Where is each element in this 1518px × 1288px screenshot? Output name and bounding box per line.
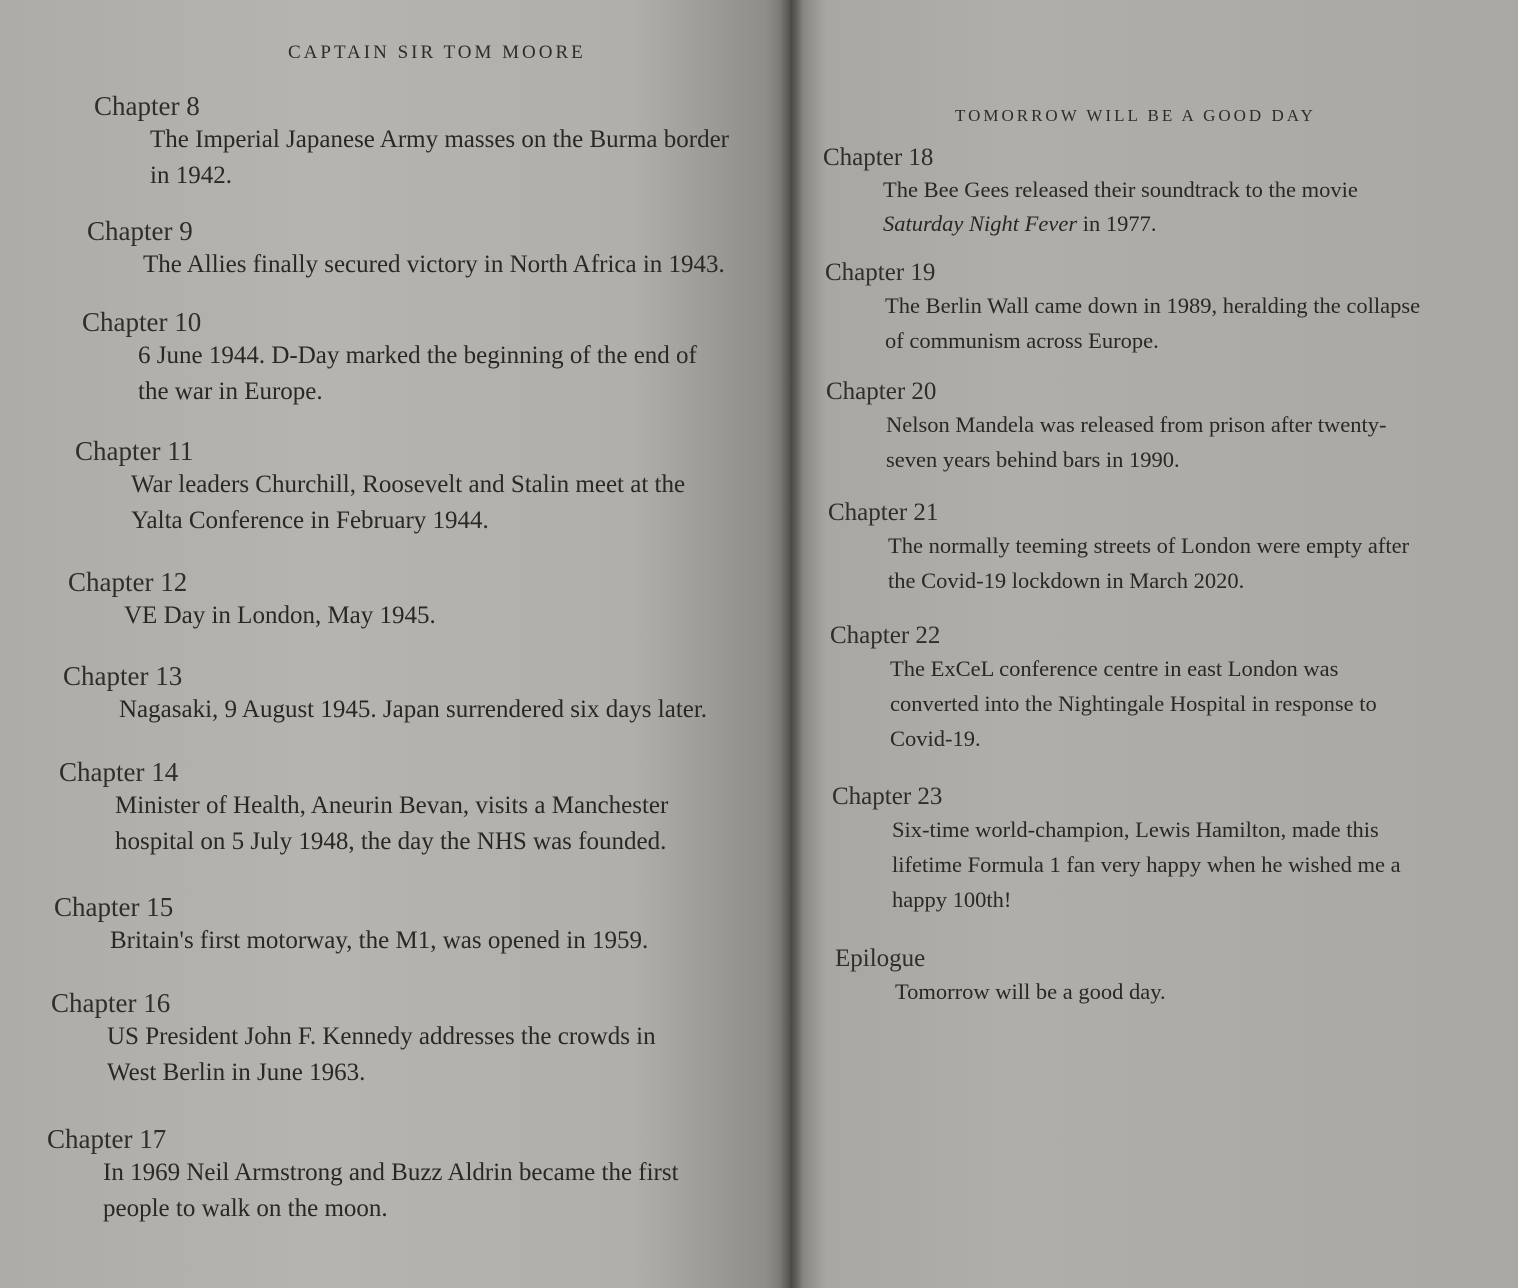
chapter-description-line: converted into the Nightingale Hospital in response to	[890, 691, 1377, 716]
toc-entry-chapter-9	[87, 215, 725, 283]
toc-entry-chapter-18	[823, 143, 1358, 241]
toc-entry-chapter-10	[82, 306, 697, 410]
chapter-heading: Chapter 22	[830, 622, 941, 649]
chapter-description-line: lifetime Formula 1 fan very happy when he wished me a	[892, 852, 1401, 877]
running-head-left: CAPTAIN SIR TOM MOORE	[288, 42, 586, 63]
chapter-description-line: The Allies finally secured victory in North Africa in 1943.	[143, 251, 725, 278]
chapter-description-line: Tomorrow will be a good day.	[895, 979, 1166, 1004]
chapter-description-line: Yalta Conference in February 1944.	[131, 507, 489, 534]
chapter-description-line: people to walk on the moon.	[103, 1195, 388, 1222]
chapter-heading: Chapter 8	[94, 91, 200, 121]
chapter-heading: Chapter 17	[47, 1124, 167, 1154]
chapter-description-line: of communism across Europe.	[885, 328, 1159, 353]
toc-entry-chapter-21	[828, 498, 1409, 598]
chapter-description-line: the Covid-19 lockdown in March 2020.	[888, 568, 1245, 593]
chapter-description-line: seven years behind bars in 1990.	[886, 447, 1180, 472]
chapter-description-line: The Berlin Wall came down in 1989, heralding the collapse	[885, 293, 1421, 318]
chapter-description-line: West Berlin in June 1963.	[107, 1059, 366, 1086]
chapter-description-line: US President John F. Kennedy addresses the crowds in	[107, 1023, 656, 1050]
chapter-description-line: Nagasaki, 9 August 1945. Japan surrendered six days later.	[119, 696, 708, 723]
chapter-heading: Chapter 9	[87, 216, 193, 246]
chapter-description-line	[823, 207, 1358, 241]
chapter-description-line: Nelson Mandela was released from prison after twenty-	[886, 412, 1387, 437]
chapter-description-line: The Imperial Japanese Army masses on the Burma border	[150, 126, 729, 153]
chapter-heading: Chapter 13	[63, 661, 183, 691]
toc-entry-chapter-19	[825, 258, 1420, 358]
chapter-heading: Chapter 14	[59, 757, 179, 787]
chapter-heading: Chapter 19	[825, 259, 936, 286]
toc-entry-chapter-8	[94, 90, 729, 194]
chapter-description-line: The ExCeL conference centre in east London was	[890, 656, 1339, 681]
running-head-right: TOMORROW WILL BE A GOOD DAY	[955, 106, 1316, 125]
chapter-heading: Chapter 12	[68, 567, 188, 597]
chapter-description-line: VE Day in London, May 1945.	[124, 602, 436, 629]
chapter-description-line: hospital on 5 July 1948, the day the NHS was founded.	[115, 828, 667, 855]
chapter-description-line: in 1942.	[150, 162, 232, 189]
chapter-description-line: The normally teeming streets of London were empty after	[888, 533, 1410, 558]
toc-entry-chapter-17	[47, 1123, 679, 1227]
chapter-heading: Chapter 20	[826, 378, 937, 405]
chapter-heading: Chapter 16	[51, 988, 171, 1018]
book-gutter	[780, 0, 802, 1288]
chapter-description-line: Minister of Health, Aneurin Bevan, visits a Manchester	[115, 792, 669, 819]
movie-title: Saturday Night Fever	[883, 211, 1078, 236]
toc-entry-chapter-15	[54, 891, 648, 959]
chapter-description-line: Covid-19.	[890, 726, 981, 751]
chapter-description-line: 6 June 1944. D-Day marked the beginning of the end of	[138, 342, 697, 369]
toc-entry-chapter-16	[51, 987, 656, 1091]
chapter-description-line: the war in Europe.	[138, 378, 323, 405]
chapter-description-line: Six-time world-champion, Lewis Hamilton, made this	[892, 817, 1379, 842]
chapter-description-line: The Bee Gees released their soundtrack to the movie	[883, 177, 1358, 202]
chapter-heading: Chapter 23	[832, 783, 943, 810]
chapter-description-line: War leaders Churchill, Roosevelt and Stalin meet at the	[131, 471, 686, 498]
right-page	[790, 0, 1518, 1288]
toc-entry-chapter-14	[59, 756, 668, 860]
chapter-heading: Chapter 11	[75, 436, 194, 466]
toc-entry-chapter-12	[68, 566, 436, 634]
toc-entry-chapter-20	[826, 377, 1386, 477]
toc-entry-chapter-11	[75, 435, 685, 539]
chapter-description-line: In 1969 Neil Armstrong and Buzz Aldrin became the first	[103, 1159, 679, 1186]
toc-entry-chapter-13	[63, 660, 707, 728]
chapter-heading: Chapter 10	[82, 307, 202, 337]
toc-entry-chapter-22	[830, 621, 1377, 756]
chapter-heading: Epilogue	[835, 945, 926, 972]
movie-year: in 1977.	[1077, 211, 1157, 236]
toc-entry-epilogue	[835, 944, 1166, 1009]
toc-entry-chapter-23	[832, 782, 1401, 917]
chapter-description-line: Britain's first motorway, the M1, was opened in 1959.	[110, 927, 649, 954]
chapter-description-line: happy 100th!	[892, 887, 1012, 912]
chapter-heading: Chapter 21	[828, 499, 939, 526]
chapter-heading: Chapter 15	[54, 892, 174, 922]
chapter-heading: Chapter 18	[823, 144, 934, 171]
